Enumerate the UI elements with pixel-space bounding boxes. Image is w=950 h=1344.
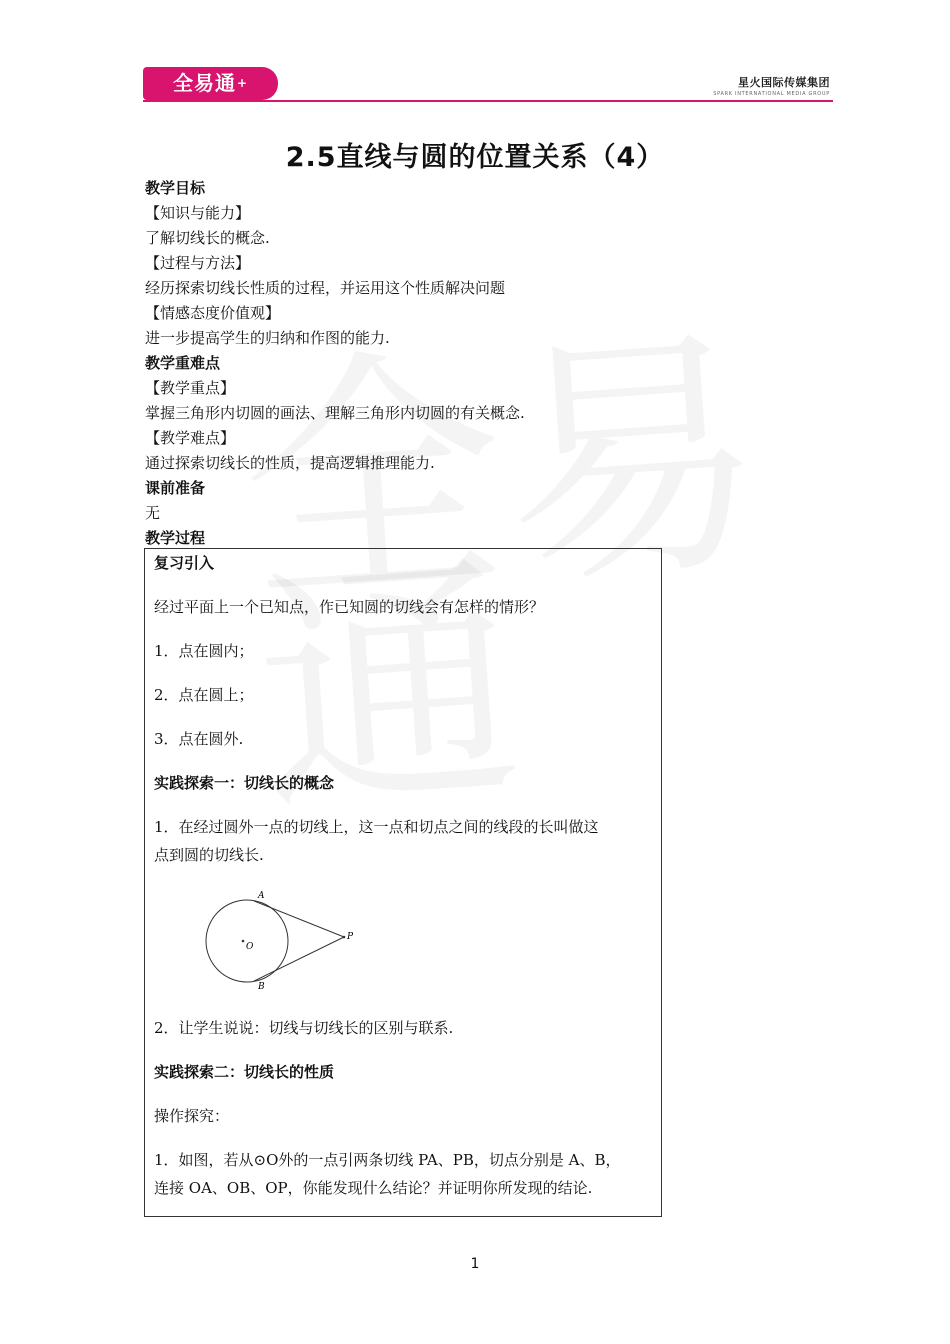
- label-a: A: [258, 891, 265, 901]
- difficulty-text: 通过探索切线长的性质，提高逻辑推理能力.: [145, 454, 435, 472]
- difficulty-label: 【教学难点】: [145, 429, 236, 447]
- task-line2: 连接 OA、OB、OP，你能发现什么结论？并证明你所发现的结论.: [154, 1179, 593, 1197]
- case-outside: 3．点在圆外.: [154, 730, 244, 748]
- definition-line2: 点到圆的切线长.: [154, 846, 264, 864]
- page-number: 1: [470, 1256, 480, 1272]
- teaching-process-box: [144, 548, 662, 1217]
- page-title: 2.5直线与圆的位置关系（4）: [285, 142, 665, 173]
- focus-label: 【教学重点】: [145, 379, 236, 397]
- focus-text: 掌握三角形内切圆的画法、理解三角形内切圆的有关概念.: [145, 404, 525, 422]
- knowledge-text: 了解切线长的概念.: [145, 229, 270, 247]
- case-inside: 1．点在圆内；: [154, 642, 254, 660]
- emotion-text: 进一步提高学生的归纳和作图的能力.: [145, 329, 390, 347]
- keypoints-heading: 教学重难点: [145, 354, 221, 372]
- process-label: 【过程与方法】: [145, 254, 251, 272]
- discuss-line: 2．让学生说说：切线与切线长的区别与联系.: [154, 1019, 454, 1037]
- tangent-pa: [254, 901, 344, 937]
- emotion-label: 【情感态度价值观】: [145, 304, 281, 322]
- explore2-heading: 实践探索二：切线长的性质: [154, 1063, 335, 1081]
- case-on: 2．点在圆上；: [154, 686, 254, 704]
- publisher-brand: [713, 74, 830, 97]
- procedure-heading: 教学过程: [145, 529, 206, 547]
- explore1-heading: 实践探索一：切线长的概念: [154, 774, 335, 792]
- goals-heading: 教学目标: [145, 179, 206, 197]
- label-p: P: [347, 932, 354, 942]
- process-text: 经历探索切线长性质的过程，并运用这个性质解决问题: [145, 279, 506, 297]
- center-dot: [242, 940, 245, 943]
- review-heading: 复习引入: [154, 554, 215, 572]
- label-o: O: [246, 942, 254, 952]
- prep-text: 无: [145, 504, 161, 522]
- review-question: 经过平面上一个已知点，作已知圆的切线会有怎样的情形？: [154, 598, 545, 616]
- lesson-plan-body: [145, 176, 665, 551]
- label-b: B: [258, 982, 265, 992]
- definition-line1: 1．在经过圆外一点的切线上，这一点和切点之间的线段的长叫做这: [154, 818, 599, 836]
- tangent-length-diagram: [202, 887, 372, 999]
- brand-logo: 全易通+: [143, 67, 278, 100]
- circle-o: [206, 900, 288, 982]
- task-line1: 1．如图，若从⊙O外的一点引两条切线 PA、PB，切点分别是 A、B，: [154, 1151, 621, 1169]
- tangent-pb: [254, 937, 344, 981]
- operate-label: 操作探究：: [154, 1107, 230, 1125]
- prep-heading: 课前准备: [145, 479, 206, 497]
- point-p-dot: [343, 936, 346, 939]
- knowledge-label: 【知识与能力】: [145, 204, 251, 222]
- publisher-name-en: SPARK INTERNATIONAL MEDIA GROUP: [713, 91, 830, 97]
- header-divider: [143, 100, 833, 102]
- publisher-name-cn: 星火国际传媒集团: [738, 76, 830, 89]
